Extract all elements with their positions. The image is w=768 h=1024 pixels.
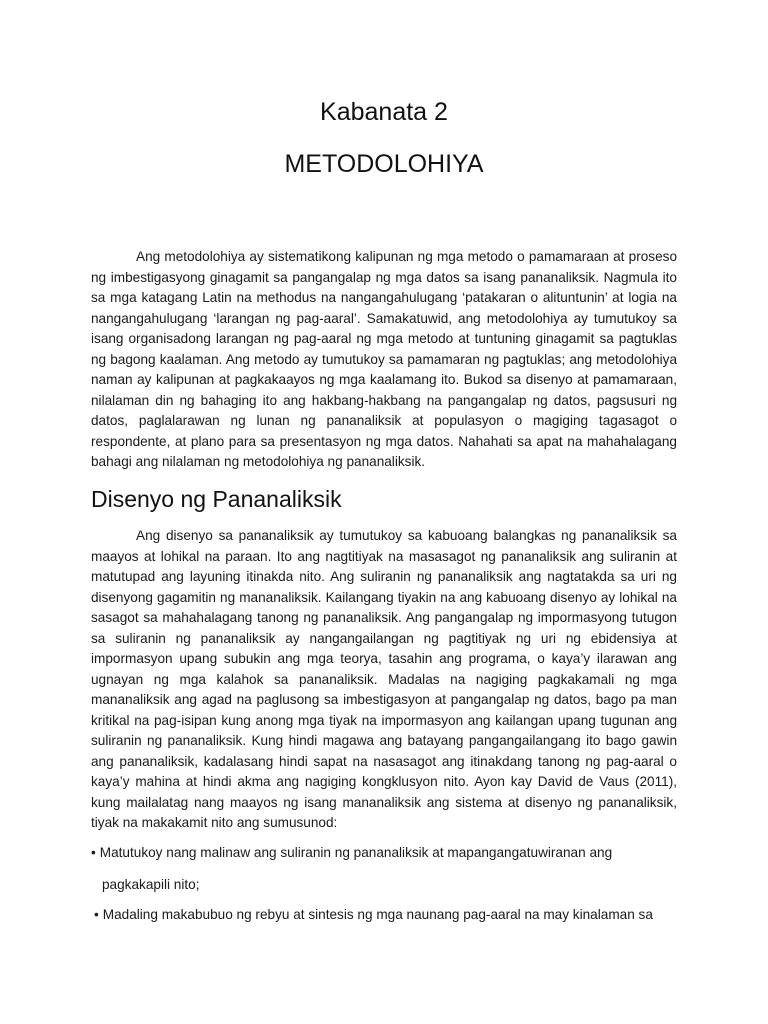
section-paragraph: Ang disenyo sa pananaliksik ay tumutukoy sa kabuoang balangkas ng pananaliksik sa maayos at lohikal na paraan. Ito ang nagtitiyak na masasagot ng pananaliksik ang suliranin at matutupad ang layuning itinakda nito. Ang suliranin ng pananaliksik ang nagtatakda sa uri ng disenyong gagamitin ng mananaliksik. Kailangang tiyakin na ang kabuoang disenyo ay lohikal na sasagot sa mahahalagang tanong ng pananaliksik. Ang pangangalap ng impormasyong tutugon sa suliranin ng pananaliksik ay nangangailangan ng pagtitiyak ng uri ng ebidensiya at impormasyon upang subukin ang mga teorya, tasahin ang programa, o kaya’y ilarawan ang ugnayan ng mga kalahok sa pananaliksik. Madalas na nagiging pagkakamali ng mga mananaliksik ang agad na paglusong sa imbestigasyon at pangangalap ng datos, bago pa man kritikal na pag-isipan kung anong mga tiyak na impormasyon ang kailangan upang tugunan ang suliranin ng pananaliksik. Kung hindi magawa ang batayang pangangailangang ito bago gawin ang pananaliksik, kadalasang hindi sapat na nasasagot ang itinakdang tanong ng pag-aaral o kaya’y mahina at hindi akma ang nagiging kongklusyon nito. Ayon kay David de Vaus (2011), kung mailalatag nang maayos ng isang mananaliksik ang sistema at disenyo ng pananaliksik, tiyak na makakamit nito ang sumusunod: xyxy=(91,528,677,830)
bullet-item-1-continuation: pagkakapili nito; xyxy=(102,877,200,892)
bullet-marker: • xyxy=(94,907,99,922)
bullet-item-1-text: Matutukoy nang malinaw ang suliranin ng pananaliksik at mapangangatuwiranan ang xyxy=(99,845,613,860)
bullet-item-1 xyxy=(91,843,612,863)
chapter-title: METODOLOHIYA xyxy=(284,150,484,178)
bullet-item-2-text: Madaling makabubuo ng rebyu at sintesis ng mga naunang pag-aaral na may kinalaman sa xyxy=(102,907,653,922)
chapter-number: Kabanata 2 xyxy=(320,98,448,126)
intro-paragraph: Ang metodolohiya ay sistematikong kalipunan ng mga metodo o pamamaraan at proseso ng imbestigasyong ginagamit sa pangangalap ng mga datos sa isang pananaliksik. Nagmula ito sa mga katagang Latin na methodus na nangangahulugang ‘patakaran o alituntunin’ at logia na nangangahulugang ‘larangan ng pag-aaral’. Samakatuwid, ang metodolohiya ay tumutukoy sa isang organisadong larangan ng pag-aaral ng mga metodo at tuntuning ginagamit sa pagtuklas ng bagong kaalaman. Ang metodo ay tumutukoy sa pamamaran ng pagtuklas; ang metodolohiya naman ay kalipunan at pagkakaayos ng mga kaalamang ito. Bukod sa disenyo at pamamaraan, nilalaman din ng bahaging ito ang hakbang-hakbang na pangangalap ng datos, pagsusuri ng datos, paglalarawan ng lunan ng pananaliksik at populasyon o magiging tagasagot o respondente, at plano para sa presentasyon ng mga datos. Nahahati sa apat na mahahalagang bahagi ang nilalaman ng metodolohiya ng pananaliksik. xyxy=(91,249,677,469)
bullet-item-2 xyxy=(94,905,653,925)
section-heading: Disenyo ng Pananaliksik xyxy=(91,486,342,512)
bullet-marker: • xyxy=(91,845,96,860)
